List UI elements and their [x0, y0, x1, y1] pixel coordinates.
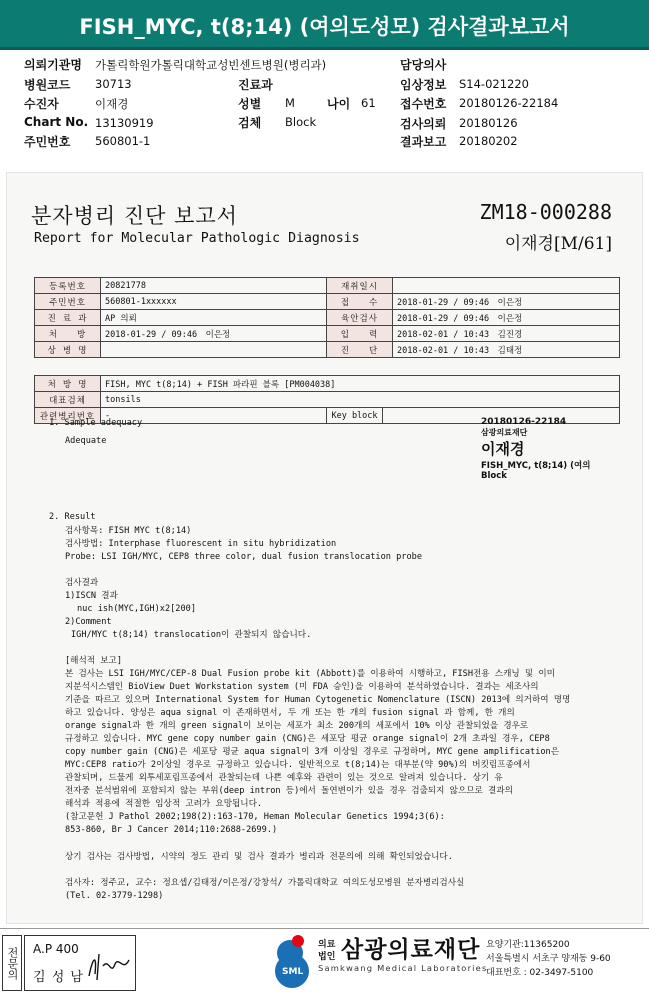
org-prefix-2: 법인	[318, 952, 336, 962]
sml-logo-icon	[268, 931, 316, 991]
reference-line: 853-860, Br J Cancer 2014;110:2688-2699.)	[65, 825, 278, 835]
scanned-report	[6, 172, 643, 924]
comment-heading: 2)Comment	[65, 617, 112, 627]
receipt-label: 접수번호	[400, 97, 447, 111]
specimen-sticker	[481, 417, 641, 509]
confirmation-line: 상기 검사는 검사방법, 시약의 정도 관리 및 검사 결과가 병리과 전문의에 의해 확인되었습니다.	[65, 852, 453, 862]
diag-value: 2018-02-01 / 10:43 김태정	[393, 342, 620, 358]
request-value: 20180126	[459, 116, 518, 130]
chart-value: 13130919	[95, 116, 154, 130]
interp-heading: [해석적 보고]	[65, 656, 123, 666]
sticker-line-1: 20180126-22184	[481, 417, 567, 427]
interp-line: 해석과 적용에 적절한 임상적 고려가 요망됩니다.	[65, 799, 263, 809]
report-title-ko: 분자병리 진단 보고서	[31, 204, 238, 228]
report-value: 20180202	[459, 134, 518, 148]
specialist-vertical: 전문의	[2, 935, 22, 991]
patient-label: 수진자	[24, 97, 59, 111]
interp-line: orange signal과 한 개의 green signal이 보이는 세포가 최소 200개의 세포에서 10% 이상 관찰되었을 경우로	[65, 721, 529, 731]
result-probe: Probe: LSI IGH/MYC, CEP8 three color, dual fusion translocation probe	[65, 552, 422, 562]
sml-logo-text: SML	[282, 967, 304, 977]
input-label: 입 력	[327, 326, 393, 342]
related-value: -	[101, 408, 327, 424]
age-label: 나이	[327, 97, 351, 111]
dept-label: 진료과	[238, 78, 273, 92]
report-number: ZM18-000288	[479, 200, 612, 224]
order-doctor-value: 2018-01-29 / 09:46 이은정	[101, 326, 327, 342]
result-method: 검사방법: Interphase fluorescent in situ hybridization	[65, 539, 337, 549]
meta-header	[0, 50, 649, 170]
rrn-value: 560801-1	[95, 134, 151, 148]
sticker-line-4: FISH_MYC, t(8;14) (여의	[481, 461, 591, 471]
doctor-label: 담당의사	[400, 58, 447, 72]
rrn-label: 주민번호	[35, 294, 101, 310]
footer	[0, 928, 649, 996]
org-address: 서울특별시 서초구 양재동 9-60	[486, 954, 611, 964]
rep-value: tonsils	[101, 392, 620, 408]
signature-icon	[85, 946, 133, 984]
page-title: FISH_MYC, t(8;14) (여의도성모) 검사결과보고서	[79, 15, 570, 39]
section-2-title: 2. Result	[49, 512, 96, 522]
ward-label: 상 병 명	[35, 342, 101, 358]
comment-value: IGH/MYC t(8;14) translocation이 관찰되지 않습니다.	[71, 630, 312, 640]
age-value: 61	[361, 96, 376, 110]
tel-line: (Tel. 02-3779-1298)	[65, 891, 164, 901]
iscn-heading: 1)ISCN 결과	[65, 591, 118, 601]
sticker-line-5: Block	[481, 471, 507, 481]
interp-line: MYC:CEP8 ratio가 2이상일 경우로 규정하고 있습니다. 일반적으로 t(8;14)는 대부분(약 90%)의 버킷림프종에서	[65, 760, 531, 770]
receipt-value: 20180126-22184	[459, 96, 559, 110]
code-label: 병원코드	[24, 78, 71, 92]
info-table	[34, 277, 620, 358]
interp-line: 기준을 따르고 있으며 International System for Human Cytogenetic Nomenclature (ISCN) 2013에 의거하여 명명	[65, 695, 571, 705]
interp-line: 관찰되며, 드물게 외투세포림프종에서 관찰되는데 나쁜 예후와 관련이 있는 것으로 알려져 있습니다. 상기 유	[65, 773, 503, 783]
sex-label: 성별	[238, 97, 262, 111]
ward-value	[101, 342, 327, 358]
specialist-name: 김 성 남	[33, 970, 84, 985]
interp-line: 전자중 분석범위에 포함되지 않는 부위(deep intron 등)에서 돌연변이가 있을 경우 검출되지 않으므로 결과의	[65, 786, 513, 796]
sex-value: M	[285, 96, 295, 110]
recollect-label: 재취일시	[327, 278, 393, 294]
report-title-en: Report for Molecular Pathologic Diagnosis	[34, 231, 360, 246]
interp-line: 하고 있습니다. 양성은 aqua signal 이 존재하면서, 두 개 또는 한 개의 fusion signal 과 함께, 한 개의	[65, 708, 515, 718]
patient-value: 이재경	[95, 97, 129, 111]
specimen-value: Block	[285, 115, 317, 129]
interp-line: 본 검사는 LSI IGH/MYC/CEP-8 Dual Fusion probe kit (Abbott)를 이용하여 시행하고, FISH전용 스캐닝 및 이미	[65, 669, 555, 679]
exam-label: 육안검사	[327, 310, 393, 326]
sticker-line-3: 이재경	[481, 440, 525, 458]
recollect-value	[393, 278, 620, 294]
org-phone: 대표번호 : 02-3497-5100	[486, 968, 594, 978]
related-label: 관련병리번호	[35, 408, 101, 424]
reference-line: (참고문헌 J Pathol 2002;198(2):163-170, Heman Molecular Genetics 1994;3(6):	[65, 812, 445, 822]
dept-label: 진 료 과	[35, 310, 101, 326]
specialist-box	[24, 935, 136, 991]
code-value: 30713	[95, 77, 132, 91]
section-1-value: Adequate	[65, 436, 107, 446]
order-doctor-label: 처 방	[35, 326, 101, 342]
dept-value: AP 의뢰	[101, 310, 327, 326]
rrn-value: 560801-1xxxxxx	[101, 294, 327, 310]
result-item: 검사항목: FISH MYC t(8;14)	[65, 526, 192, 536]
reg-value: 20821778	[101, 278, 327, 294]
org-name: 삼광의료재단	[341, 937, 481, 963]
interp-line: 규정하고 있습니다. MYC gene copy number gain (CNG)은 세포당 평균 orange signal이 2개 초과일 경우, CEP8	[65, 734, 550, 744]
specialist-ap: A.P 400	[33, 942, 79, 956]
rep-label: 대표검체	[35, 392, 101, 408]
clinical-label: 임상정보	[400, 78, 447, 92]
hospital-value: 가톨릭학원가톨릭대학교성빈센트병원(병리과)	[95, 58, 327, 72]
sticker-line-2: 삼광의료재단	[481, 428, 528, 437]
title-bar	[0, 0, 649, 50]
interp-line: copy number gain (CNG)은 세포당 평균 aqua signal이 3개 이상일 경우로 규정하며, MYC gene amplification은	[65, 747, 560, 757]
order-label: 처 방 명	[35, 376, 101, 392]
interp-line: 지분석시스템인 BioView Duet Workstation system (미 FDA 승인)을 이용하여 분석하였습니다. 결과는 세조사의	[65, 682, 539, 692]
org-code: 요양기관:11365200	[486, 940, 570, 950]
examiner-line: 검사자: 정주교, 교수: 정요셉/김태정/이은정/강창석/ 가톨릭대학교 여의도성모병원 분자병리검사실	[65, 878, 465, 888]
chart-label: Chart No.	[24, 115, 89, 129]
request-label: 검사의뢰	[400, 117, 447, 131]
clinical-value: S14-021220	[459, 77, 529, 91]
iscn-value: nuc ish(MYC,IGH)x2[200]	[77, 604, 196, 614]
org-prefix-1: 의료	[318, 940, 336, 950]
report-patient: 이재경[M/61]	[504, 234, 612, 254]
report-label: 결과보고	[400, 135, 447, 149]
specimen-label: 검체	[238, 116, 262, 130]
hospital-label: 의뢰기관명	[24, 58, 82, 72]
rrn-label: 주민번호	[24, 135, 71, 149]
diag-label: 진 단	[327, 342, 393, 358]
exam-value: 2018-01-29 / 09:46 이은정	[393, 310, 620, 326]
receipt-value: 2018-01-29 / 09:46 이은정	[393, 294, 620, 310]
result-heading: 검사결과	[65, 578, 99, 588]
section-1-title: 1. Sample adequacy	[49, 418, 143, 428]
receipt-label: 접 수	[327, 294, 393, 310]
key-block-label: Key block	[327, 408, 383, 424]
org-name-en: Samkwang Medical Laboratories	[318, 963, 488, 973]
input-value: 2018-02-01 / 10:43 김진경	[393, 326, 620, 342]
reg-label: 등록번호	[35, 278, 101, 294]
order-value: FISH, MYC t(8;14) + FISH 파라핀 블록 [PM004038]	[101, 376, 620, 392]
